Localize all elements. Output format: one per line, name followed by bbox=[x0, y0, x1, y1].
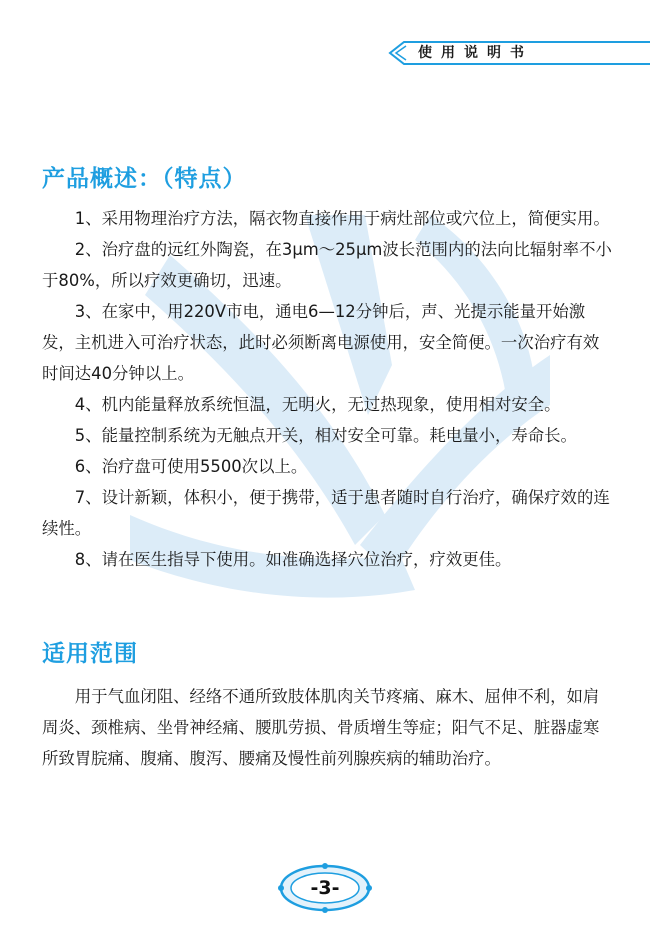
feature-item: 4、机内能量释放系统恒温，无明火，无过热现象，使用相对安全。 bbox=[74, 395, 561, 414]
feature-item: 3、在家中，用220V市电，通电6—12分钟后，声、光提示能量开始激发，主机进入可治疗状态，此时必须断离电源使用，安全简便。一次治疗有效时间达40分钟以上。 bbox=[42, 302, 600, 383]
feature-item: 2、治疗盘的远红外陶瓷，在3μm～25μm波长范围内的法向比辐射率不小于80%，所以疗效更确切，迅速。 bbox=[42, 240, 612, 290]
feature-item: 5、能量控制系统为无触点开关，相对安全可靠。耗电量小，寿命长。 bbox=[74, 426, 577, 445]
feature-item: 1、采用物理治疗方法，隔衣物直接作用于病灶部位或穴位上，简便实用。 bbox=[74, 209, 610, 228]
header-tab bbox=[378, 38, 650, 68]
header-label: 使用说明书 bbox=[418, 45, 533, 61]
feature-item: 7、设计新颖，体积小，便于携带，适于患者随时自行治疗，确保疗效的连续性。 bbox=[42, 488, 610, 538]
features-list bbox=[0, 203, 650, 575]
feature-item: 8、请在医生指导下使用。如准确选择穴位治疗，疗效更佳。 bbox=[74, 550, 512, 569]
page-number-badge bbox=[278, 862, 372, 914]
scope-text: 用于气血闭阻、经络不通所致肢体肌肉关节疼痛、麻木、屈伸不利，如肩周炎、颈椎病、坐骨神经痛、腰肌劳损、骨质增生等症；阳气不足、脏器虚寒所致胃脘痛、腹痛、腹泻、腰痛及慢性前列腺疾病的辅助治疗。 bbox=[42, 687, 600, 768]
features-title: 产品概述：（特点） bbox=[42, 166, 247, 192]
page-number: -3- bbox=[310, 877, 340, 899]
feature-item: 6、治疗盘可使用5500次以上。 bbox=[74, 457, 308, 476]
scope-title: 适用范围 bbox=[42, 641, 138, 667]
